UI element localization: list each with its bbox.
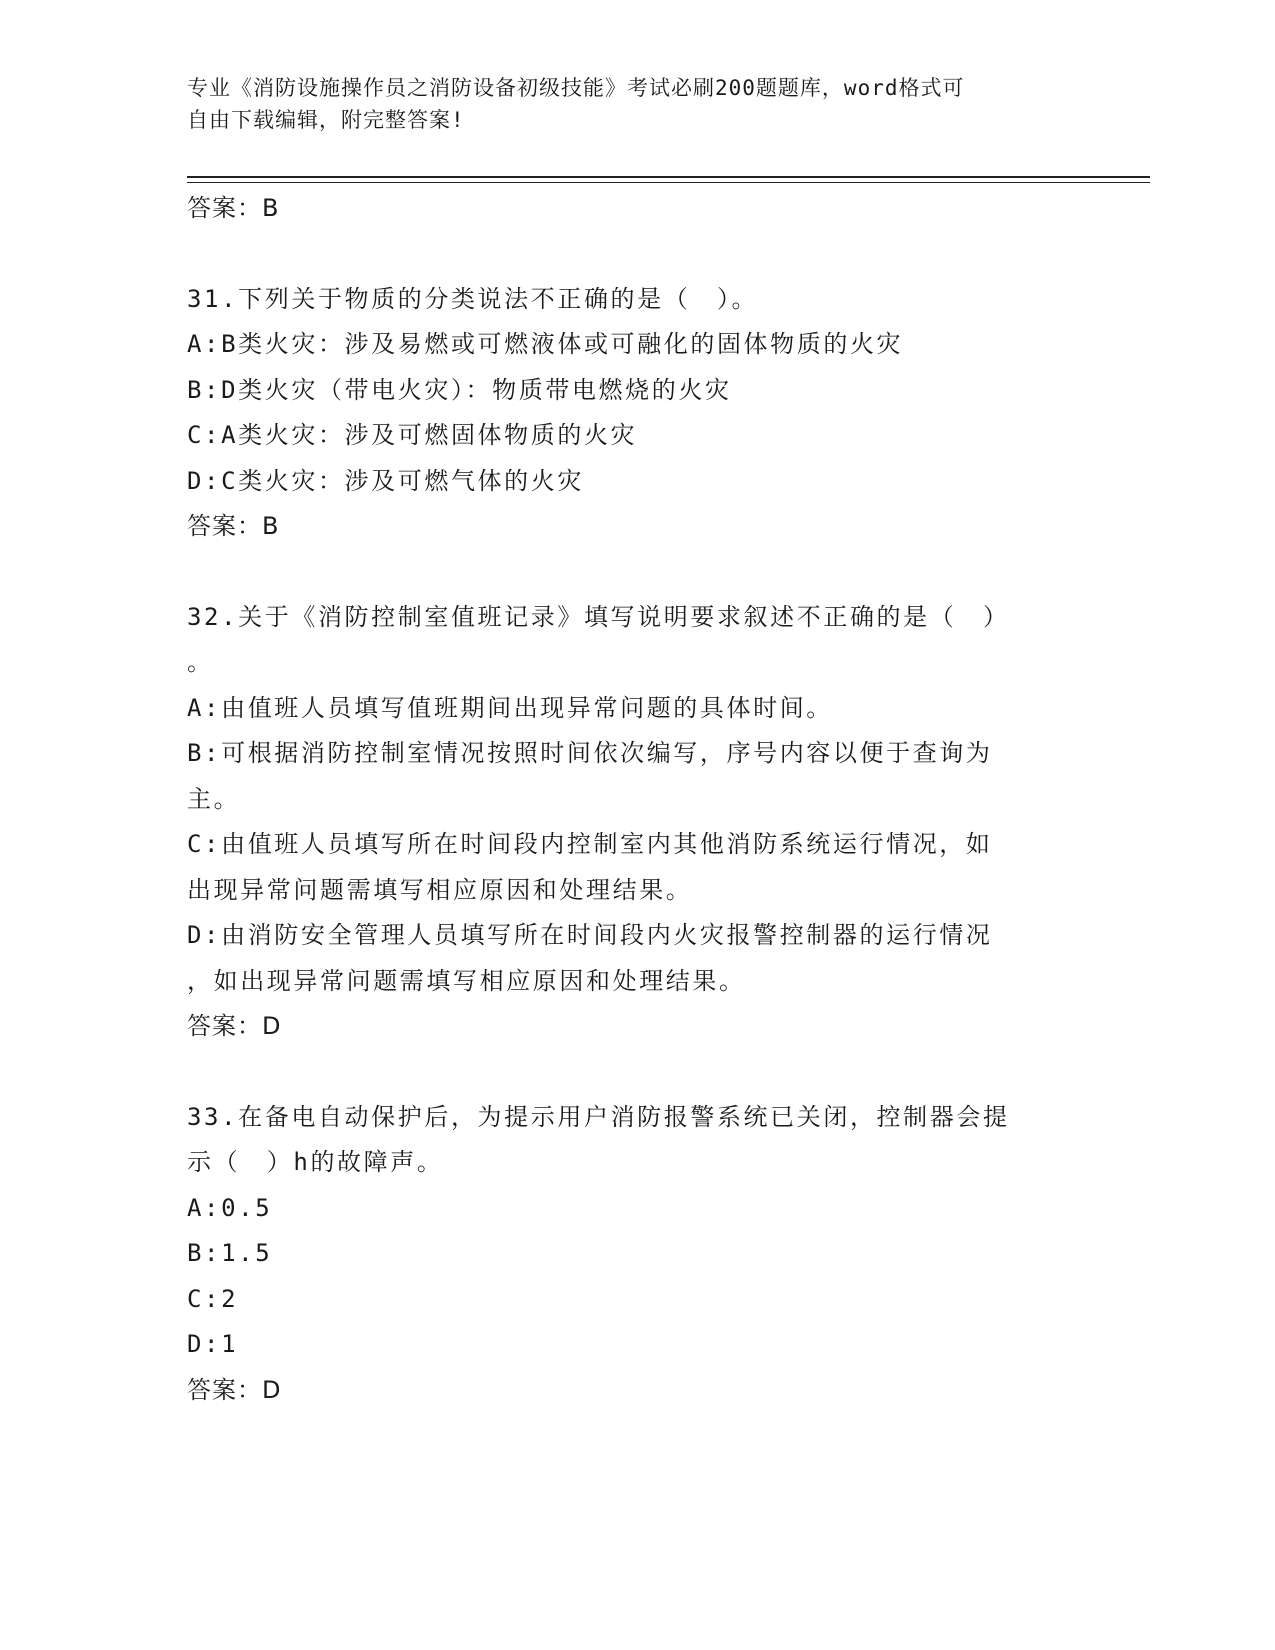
question-33-stem-line-2: 示（ ）h的故障声。: [187, 1148, 444, 1176]
question-list: [187, 186, 1077, 1413]
question-32-option-d-line-2: ，如出现异常问题需填写相应原因和处理结果。: [187, 966, 746, 995]
question-32-option-d-line-1: D:由消防安全管理人员填写所在时间段内火灾报警控制器的运行情况: [187, 921, 993, 949]
question-31: [187, 277, 1077, 550]
spacer: [187, 550, 1077, 595]
question-31-option-c: C:A类火灾：涉及可燃固体物质的火灾: [187, 421, 638, 449]
question-33-option-b: B:1.5: [187, 1239, 273, 1267]
question-33-option-a: A:0.5: [187, 1193, 273, 1222]
question-32-option-b-line-2: 主。: [187, 784, 241, 813]
question-31-answer: 答案：B: [187, 512, 280, 540]
header-divider: [187, 176, 1150, 183]
question-31-option-b: B:D类火灾（带电火灾）：物质带电燃烧的火灾: [187, 375, 732, 404]
header-title-line-2: 自由下载编辑，附完整答案!: [187, 108, 465, 132]
question-32-stem-line-2: 。: [187, 648, 214, 676]
question-32-option-b-line-1: B:可根据消防控制室情况按照时间依次编写，序号内容以便于查询为: [187, 739, 993, 767]
previous-answer: 答案：B: [187, 194, 280, 222]
question-33-answer: 答案：D: [187, 1375, 282, 1404]
spacer: [187, 232, 1077, 277]
document-header: [187, 72, 1067, 136]
spacer: [187, 1050, 1077, 1095]
question-32-option-a: A:由值班人员填写值班期间出现异常问题的具体时间。: [187, 693, 833, 722]
question-31-option-a: A:B类火灾：涉及易燃或可燃液体或可融化的固体物质的火灾: [187, 330, 904, 358]
question-33-stem-line-1: 33.在备电自动保护后，为提示用户消防报警系统已关闭，控制器会提: [187, 1102, 1010, 1131]
question-32-stem-line-1: 32.关于《消防控制室值班记录》填写说明要求叙述不正确的是（ ）: [187, 602, 1010, 631]
question-33: [187, 1095, 1077, 1414]
question-31-stem: 31.下列关于物质的分类说法不正确的是（ ）。: [187, 284, 759, 313]
question-31-option-d: D:C类火灾：涉及可燃气体的火灾: [187, 466, 584, 495]
question-32-option-c-line-2: 出现异常问题需填写相应原因和处理结果。: [187, 875, 693, 904]
question-33-option-d: D:1: [187, 1330, 239, 1358]
question-32: [187, 595, 1077, 1050]
question-33-option-c: C:2: [187, 1284, 239, 1313]
header-title-line-1: 专业《消防设施操作员之消防设备初级技能》考试必刷200题题库，word格式可: [187, 76, 965, 100]
question-32-option-c-line-1: C:由值班人员填写所在时间段内控制室内其他消防系统运行情况，如: [187, 830, 993, 858]
question-32-answer: 答案：D: [187, 1012, 282, 1040]
